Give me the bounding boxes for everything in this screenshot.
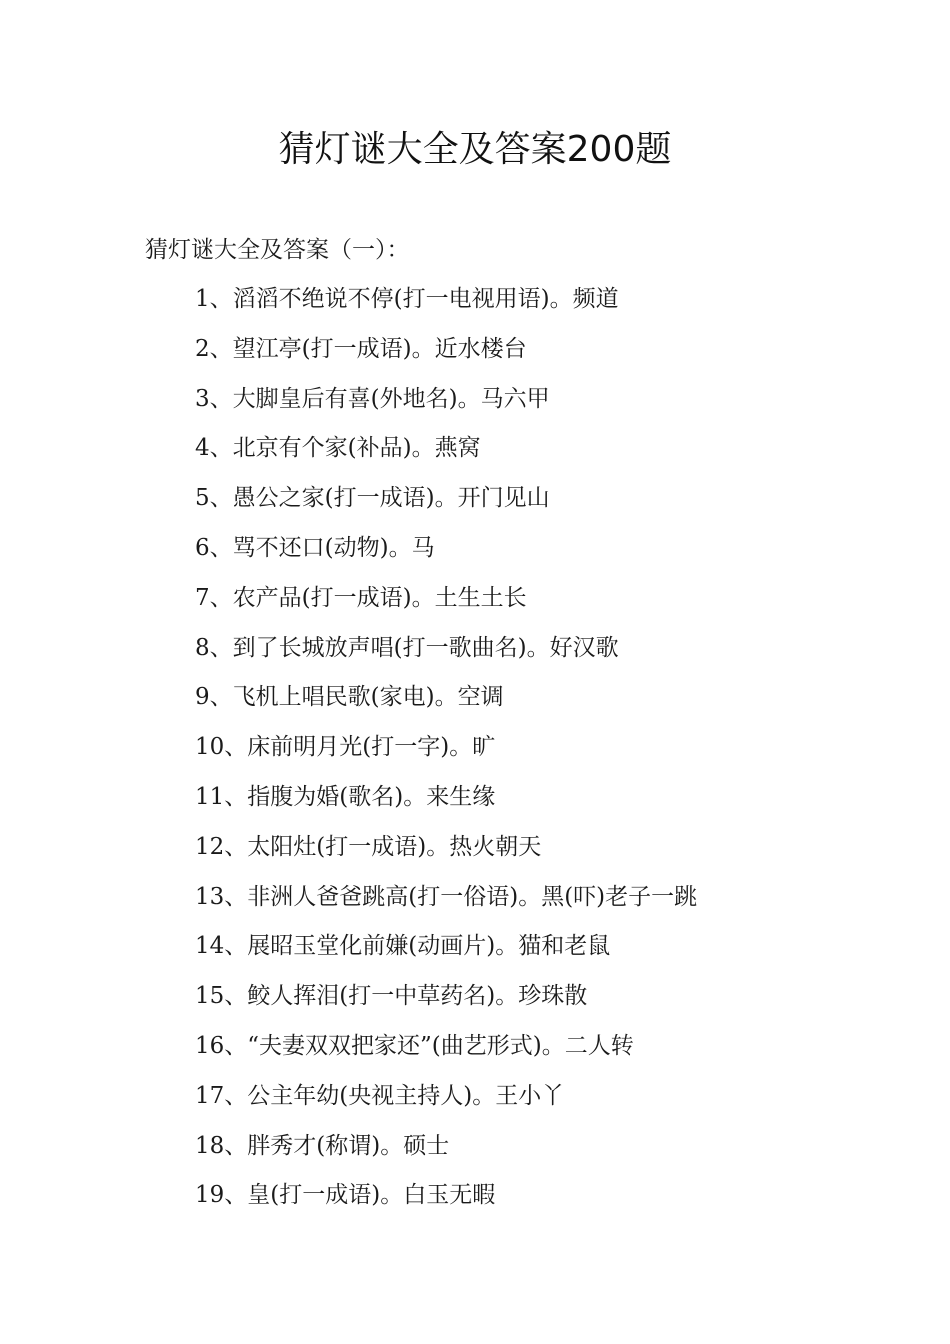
riddle-item: 13、非洲人爸爸跳高(打一俗语)。黑(吓)老子一跳 <box>195 883 698 910</box>
riddle-item: 4、北京有个家(补品)。燕窝 <box>195 435 481 462</box>
riddle-item: 3、大脚皇后有喜(外地名)。马六甲 <box>195 385 550 412</box>
riddle-item: 6、骂不还口(动物)。马 <box>195 534 435 561</box>
riddle-item: 1、滔滔不绝说不停(打一电视用语)。频道 <box>195 286 619 312</box>
section-heading: 猜灯谜大全及答案（一）： <box>145 237 410 263</box>
riddle-item: 16、“夫妻双双把家还”(曲艺形式)。二人转 <box>195 1032 634 1059</box>
document-title: 猜灯谜大全及答案200题 <box>278 129 672 170</box>
riddle-list <box>195 280 697 1226</box>
riddle-item: 2、望江亭(打一成语)。近水楼台 <box>195 335 527 362</box>
riddle-item: 5、愚公之家(打一成语)。开门见山 <box>195 485 550 512</box>
riddle-item: 15、鲛人挥泪(打一中草药名)。珍珠散 <box>195 983 588 1010</box>
riddle-item: 9、飞机上唱民歌(家电)。空调 <box>195 684 504 711</box>
riddle-item: 18、胖秀才(称谓)。硕士 <box>195 1132 450 1159</box>
riddle-item: 17、公主年幼(央视主持人)。王小丫 <box>195 1082 565 1109</box>
riddle-item: 7、农产品(打一成语)。土生土长 <box>195 584 527 611</box>
riddle-item: 12、太阳灶(打一成语)。热火朝天 <box>195 833 542 860</box>
riddle-item: 19、皇(打一成语)。白玉无暇 <box>195 1182 496 1209</box>
riddle-item: 14、展昭玉堂化前嫌(动画片)。猫和老鼠 <box>195 933 611 960</box>
riddle-item: 11、指腹为婚(歌名)。来生缘 <box>195 783 496 810</box>
riddle-item: 8、到了长城放声唱(打一歌曲名)。好汉歌 <box>195 634 619 661</box>
riddle-item: 10、床前明月光(打一字)。旷 <box>195 734 496 761</box>
